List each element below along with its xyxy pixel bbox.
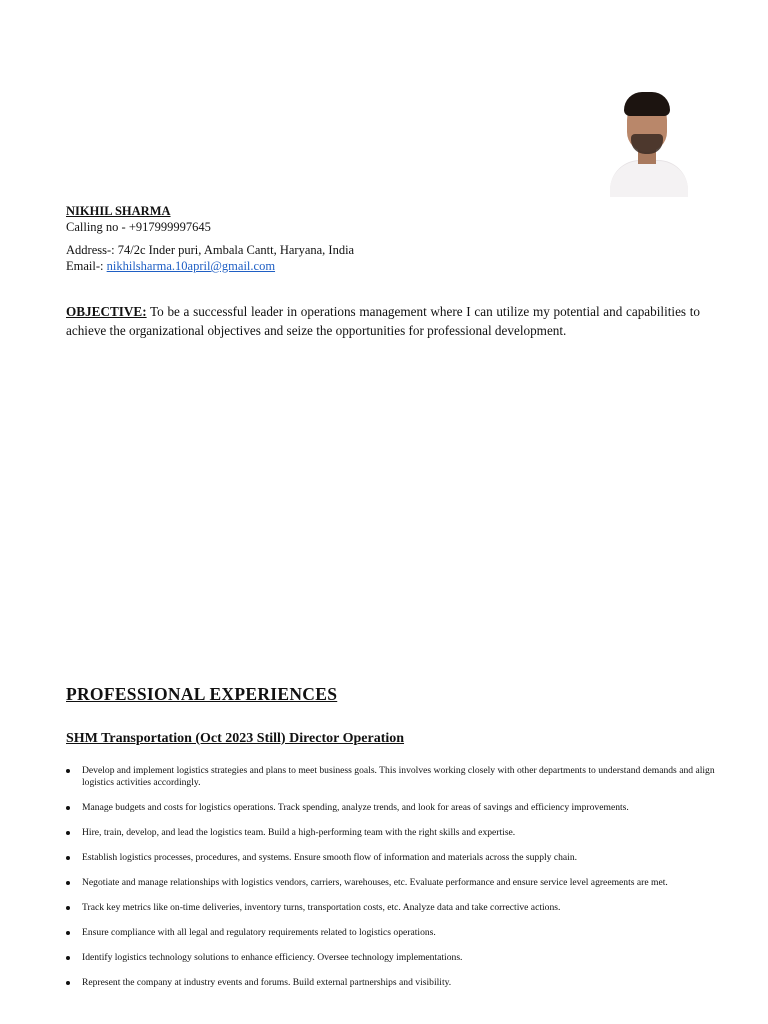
objective-paragraph <box>66 302 700 340</box>
bullet-icon <box>66 769 70 773</box>
list-item-text: Hire, train, develop, and lead the logistics team. Build a high-performing team with the right skills and expertise. <box>82 827 516 838</box>
objective-text: To be a successful leader in operations management where I can utilize my potential and capabilities to achieve the organizational objectives and seize the opportunities for professional development. <box>66 304 700 338</box>
bullet-icon <box>66 906 70 910</box>
bullet-icon <box>66 956 70 960</box>
bullet-icon <box>66 856 70 860</box>
list-item <box>66 952 716 964</box>
bullet-icon <box>66 981 70 985</box>
bullet-icon <box>66 806 70 810</box>
bullet-icon <box>66 931 70 935</box>
candidate-name: NIKHIL SHARMA <box>66 204 171 218</box>
list-item <box>66 802 716 814</box>
list-item-text: Manage budgets and costs for logistics operations. Track spending, analyze trends, and look for areas of savings and efficiency improvements. <box>82 802 629 813</box>
list-item-text: Develop and implement logistics strategies and plans to meet business goals. This involves working closely with other departments to understand demands and align logistics activities accordingly. <box>82 765 715 788</box>
responsibilities-list <box>66 765 716 1002</box>
list-item <box>66 977 716 989</box>
bullet-icon <box>66 881 70 885</box>
list-item-text: Ensure compliance with all legal and regulatory requirements related to logistics operations. <box>82 927 436 938</box>
list-item <box>66 852 716 864</box>
contact-header <box>66 203 354 274</box>
list-item-text: Track key metrics like on-time deliveries, inventory turns, transportation costs, etc. Analyze data and take corrective actions. <box>82 902 561 913</box>
phone-number: Calling no - +917999997645 <box>66 220 211 234</box>
list-item <box>66 827 716 839</box>
list-item <box>66 902 716 914</box>
email-line <box>66 258 354 274</box>
objective-label: OBJECTIVE: <box>66 304 147 319</box>
list-item-text: Identify logistics technology solutions to enhance efficiency. Oversee technology implementations. <box>82 952 463 963</box>
email-label: Email-: <box>66 259 107 273</box>
list-item-text: Represent the company at industry events and forums. Build external partnerships and visibility. <box>82 977 452 988</box>
address: Address-: 74/2c Inder puri, Ambala Cantt, Haryana, India <box>66 243 355 257</box>
list-item-text: Establish logistics processes, procedures, and systems. Ensure smooth flow of information and materials across the supply chain. <box>82 852 578 863</box>
list-item <box>66 765 716 789</box>
list-item-text: Negotiate and manage relationships with logistics vendors, carriers, warehouses, etc. Evaluate performance and ensure service level agreements are met. <box>82 877 668 888</box>
email-link[interactable]: nikhilsharma.10april@gmail.com <box>106 259 276 273</box>
bullet-icon <box>66 831 70 835</box>
list-item <box>66 877 716 889</box>
profile-photo <box>600 86 704 196</box>
section-title-experience: PROFESSIONAL EXPERIENCES <box>66 684 338 704</box>
list-item <box>66 927 716 939</box>
job-title: SHM Transportation (Oct 2023 Still) Director Operation <box>66 731 405 746</box>
